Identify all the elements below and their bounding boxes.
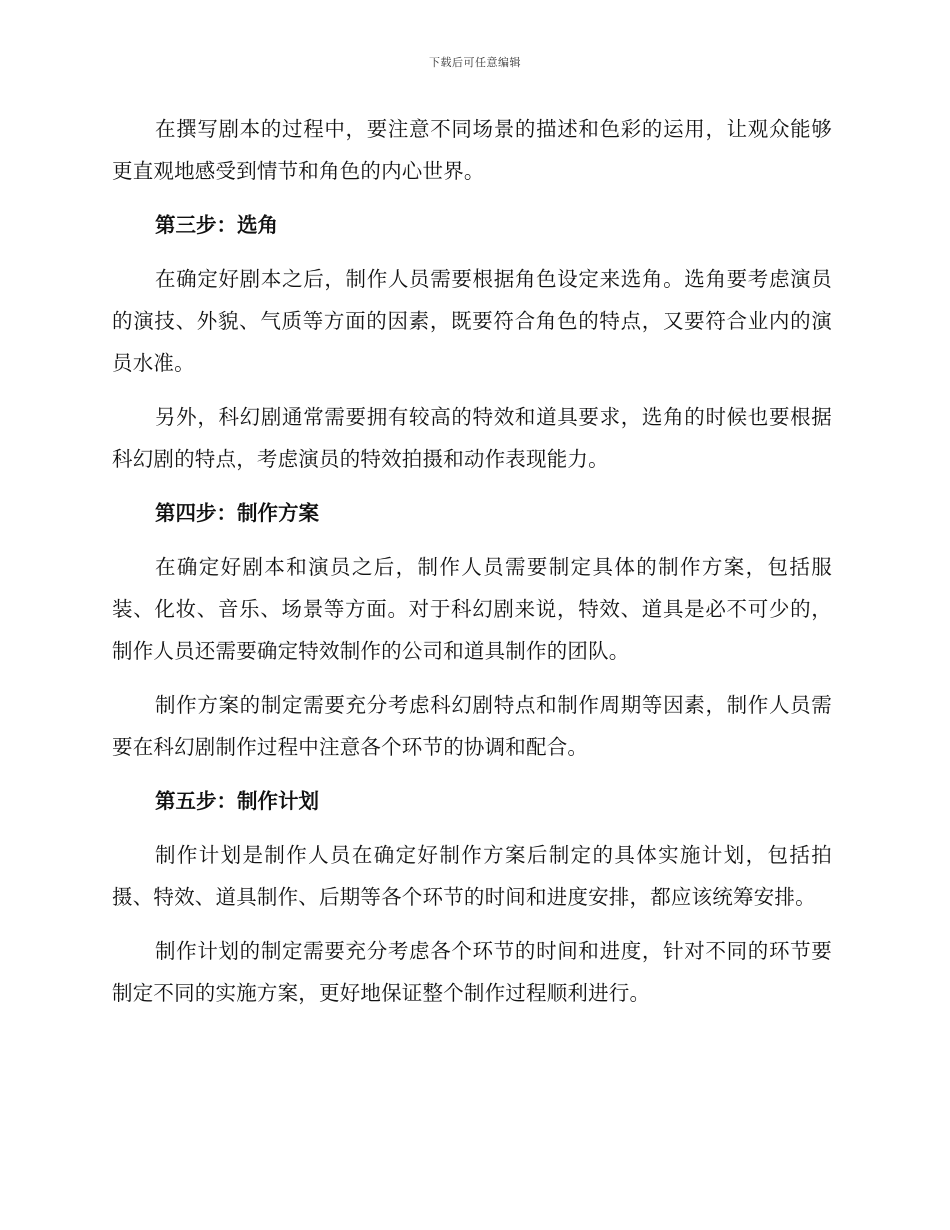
- paragraph-casting-effects: 另外，科幻剧通常需要拥有较高的特效和道具要求，选角的时候也要根据科幻剧的特点，考虑演员的特效拍摄和动作表现能力。: [112, 405, 832, 471]
- heading-step-four: 第四步：制作方案: [155, 501, 319, 525]
- paragraph-script-writing: 在撰写剧本的过程中，要注意不同场景的描述和色彩的运用，让观众能够更直观地感受到情节和角色的内心世界。: [112, 117, 832, 183]
- paragraph-schedule: 制作计划是制作人员在确定好制作方案后制定的具体实施计划，包括拍摄、特效、道具制作、后期等各个环节的时间和进度安排，都应该统筹安排。: [112, 843, 832, 909]
- document-body: [112, 108, 832, 1026]
- paragraph-production-plan: 在确定好剧本和演员之后，制作人员需要制定具体的制作方案，包括服装、化妆、音乐、场景等方面。对于科幻剧来说，特效、道具是必不可少的，制作人员还需要确定特效制作的公司和道具制作的团队。: [112, 555, 832, 663]
- header-note: 下载后可任意编辑: [429, 56, 521, 69]
- paragraph-production-plan-factors: 制作方案的制定需要充分考虑科幻剧特点和制作周期等因素，制作人员需要在科幻剧制作过程中注意各个环节的协调和配合。: [112, 693, 832, 759]
- heading-step-three: 第三步：选角: [155, 213, 278, 237]
- heading-step-five: 第五步：制作计划: [155, 789, 319, 813]
- paragraph-schedule-factors: 制作计划的制定需要充分考虑各个环节的时间和进度，针对不同的环节要制定不同的实施方案，更好地保证整个制作过程顺利进行。: [112, 939, 832, 1005]
- paragraph-casting: 在确定好剧本之后，制作人员需要根据角色设定来选角。选角要考虑演员的演技、外貌、气质等方面的因素，既要符合角色的特点，又要符合业内的演员水准。: [112, 267, 832, 375]
